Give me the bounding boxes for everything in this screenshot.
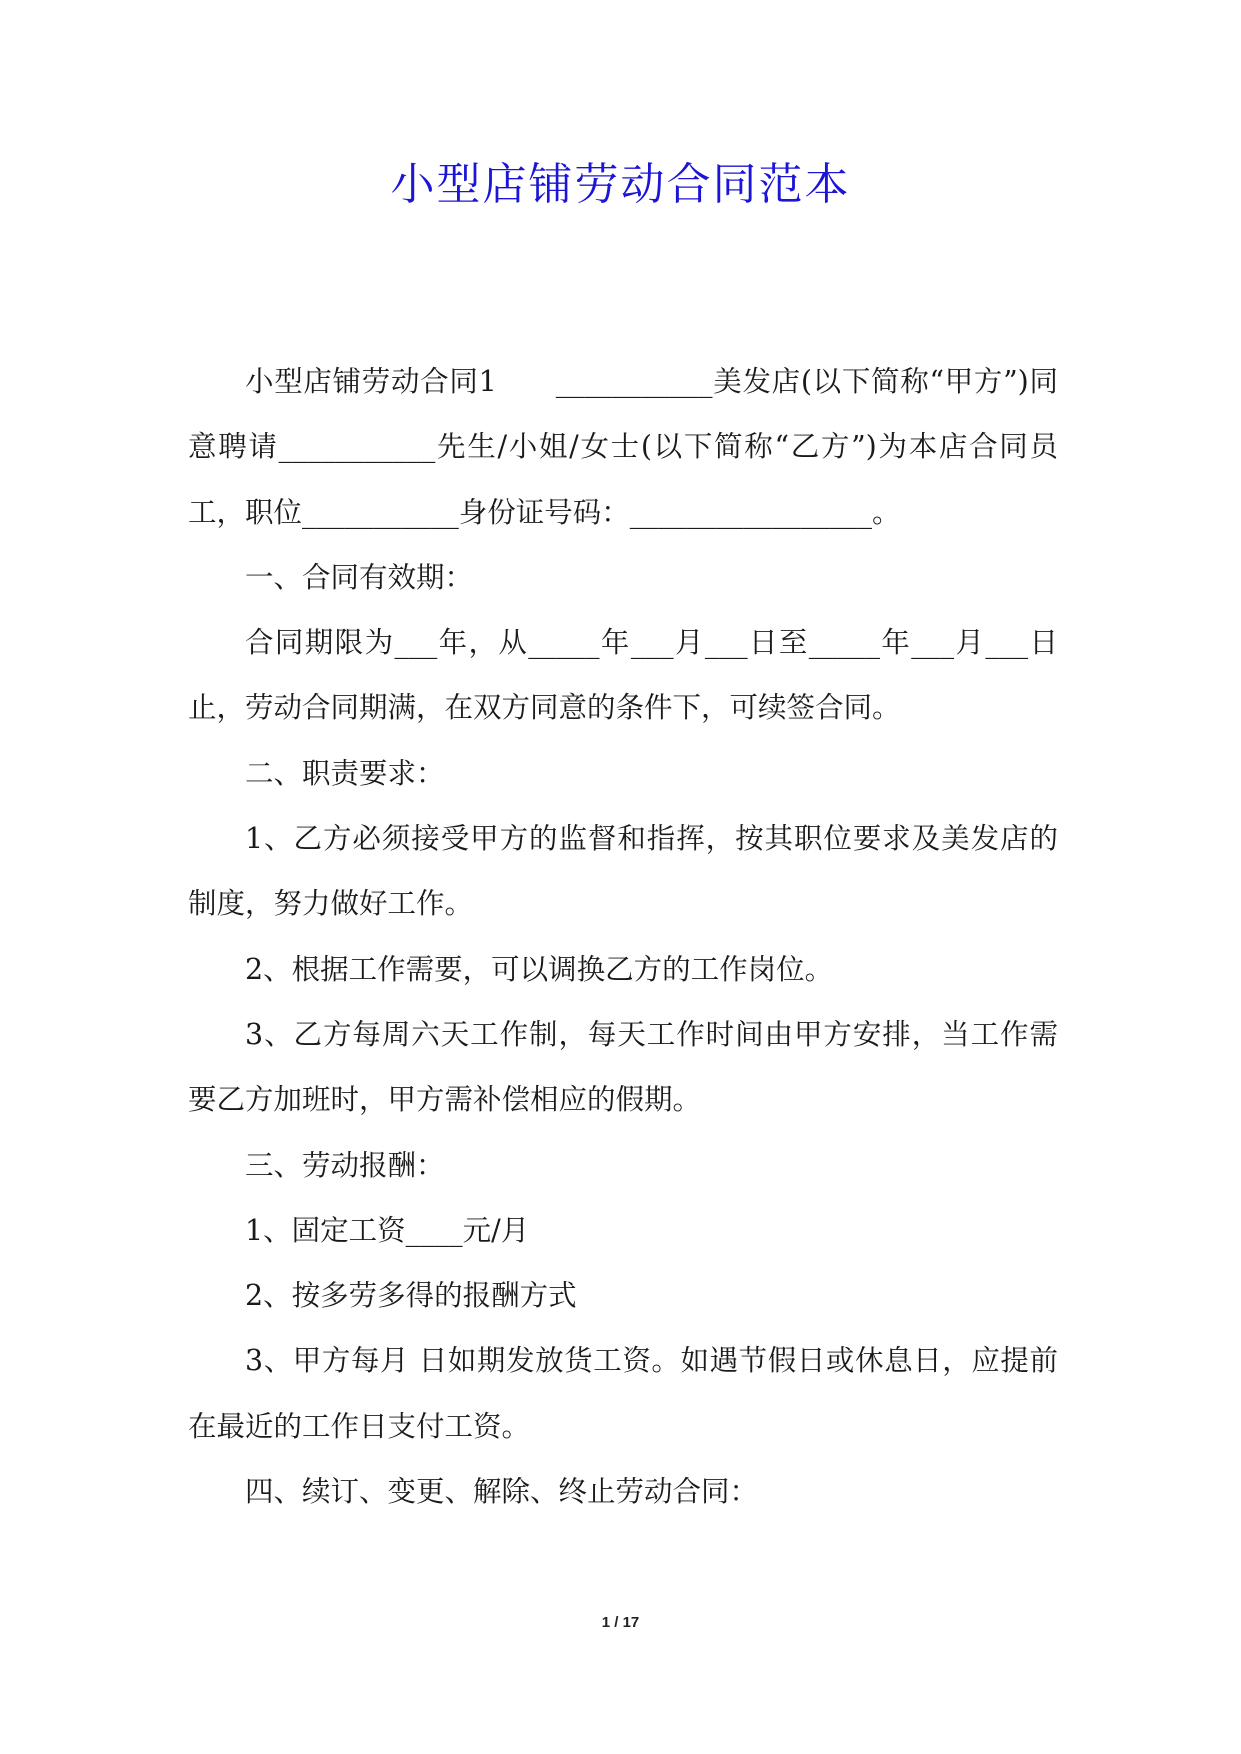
- section-heading-pay: 三、劳动报酬：: [245, 1148, 445, 1182]
- section-heading-duties: 二、职责要求：: [245, 756, 445, 790]
- page-number: 1 / 17: [601, 1614, 640, 1631]
- pay-item-2: 2、按多劳多得的报酬方式: [245, 1279, 577, 1313]
- document-title: 小型店铺劳动合同范本: [390, 159, 851, 210]
- section-heading-renewal: 四、续订、变更、解除、终止劳动合同：: [245, 1475, 759, 1509]
- intro-paragraph: 小型店铺劳动合同1 ___________美发店(以下简称“甲方”)同意聘请___________先生/小姐/女士(以下简称“乙方”)为本店合同员工，职位___________身份证号码：_________________。: [188, 365, 1058, 529]
- section-heading-term: 一、合同有效期：: [245, 560, 474, 594]
- term-paragraph: 合同期限为___年，从_____年___月___日至_____年___月___日止，劳动合同期满，在双方同意的条件下，可续签合同。: [188, 626, 1058, 725]
- pay-item-3: 3、甲方每月 日如期发放货工资。如遇节假日或休息日，应提前在最近的工作日支付工资。: [188, 1344, 1058, 1443]
- document-body: [188, 349, 1058, 1524]
- duty-item-2: 2、根据工作需要，可以调换乙方的工作岗位。: [245, 952, 834, 986]
- duty-item-3: 3、乙方每周六天工作制，每天工作时间由甲方安排，当工作需要乙方加班时，甲方需补偿相应的假期。: [188, 1017, 1058, 1117]
- pay-item-1: 1、固定工资____元/月: [245, 1213, 530, 1247]
- duty-item-1: 1、乙方必须接受甲方的监督和指挥，按其职位要求及美发店的制度，努力做好工作。: [188, 822, 1058, 921]
